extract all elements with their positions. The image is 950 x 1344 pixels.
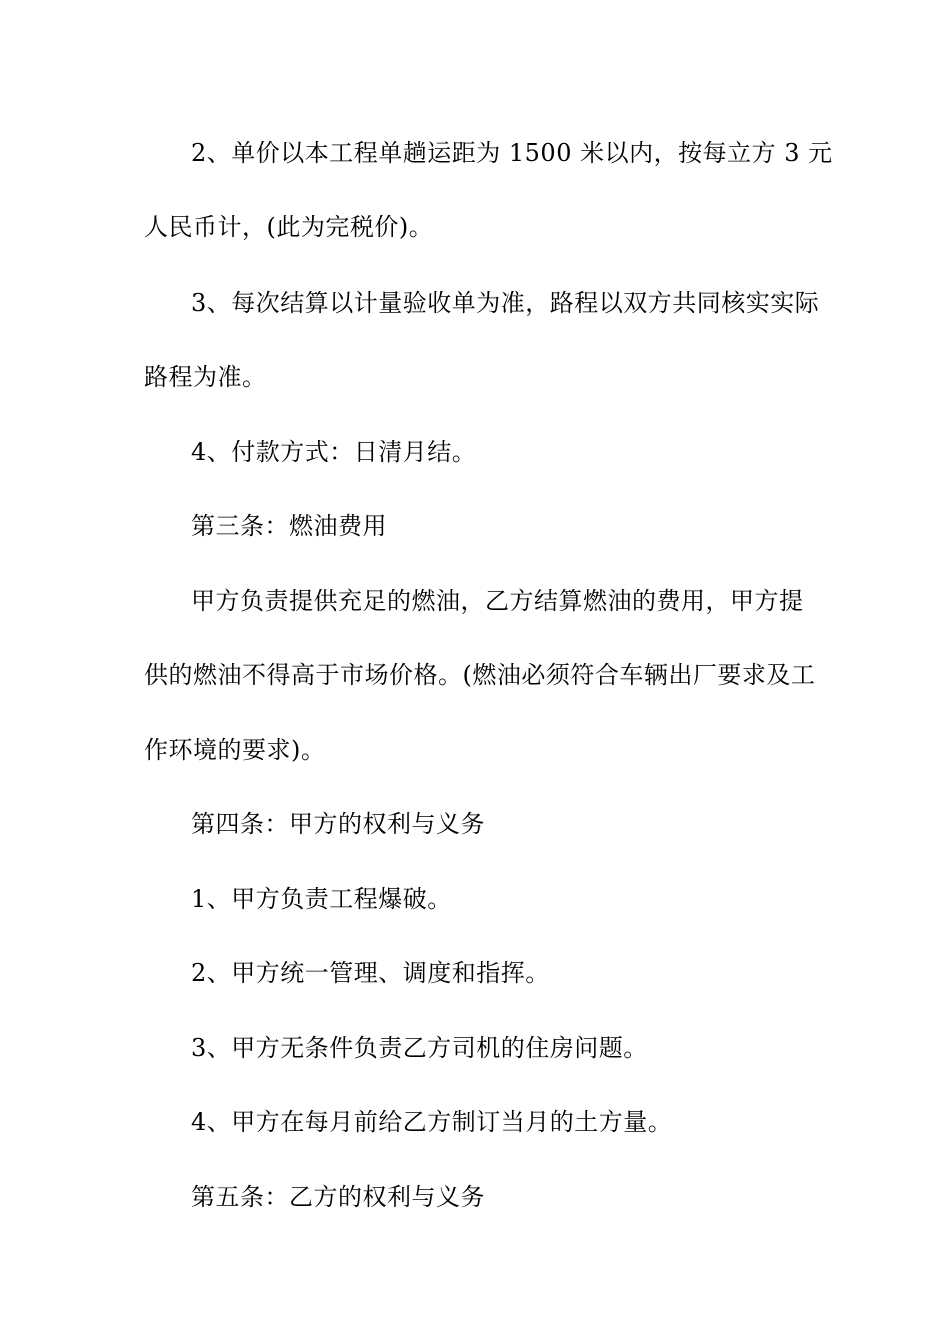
- section-heading: 第三条：燃油费用: [191, 512, 387, 540]
- paragraph-line: 4、付款方式：日清月结。: [191, 438, 477, 466]
- paragraph-line: 甲方负责提供充足的燃油，乙方结算燃油的费用，甲方提: [191, 587, 804, 615]
- paragraph-line: 1、甲方负责工程爆破。: [191, 885, 452, 913]
- paragraph-line: 2、单价以本工程单趟运距为 1500 米以内，按每立方 3 元: [191, 139, 833, 167]
- paragraph-line: 路程为准。: [144, 363, 267, 391]
- section-heading: 第五条：乙方的权利与义务: [191, 1183, 485, 1211]
- paragraph-line: 3、甲方无条件负责乙方司机的住房问题。: [191, 1034, 648, 1062]
- paragraph-line: 供的燃油不得高于市场价格。(燃油必须符合车辆出厂要求及工: [144, 661, 816, 689]
- paragraph-line: 3、每次结算以计量验收单为准，路程以双方共同核实实际: [191, 289, 820, 317]
- section-heading: 第四条：甲方的权利与义务: [191, 810, 485, 838]
- paragraph-line: 人民币计，(此为完税价)。: [144, 213, 434, 241]
- paragraph-line: 2、甲方统一管理、调度和指挥。: [191, 959, 550, 987]
- paragraph-line: 作环境的要求)。: [144, 736, 326, 764]
- paragraph-line: 4、甲方在每月前给乙方制订当月的土方量。: [191, 1108, 673, 1136]
